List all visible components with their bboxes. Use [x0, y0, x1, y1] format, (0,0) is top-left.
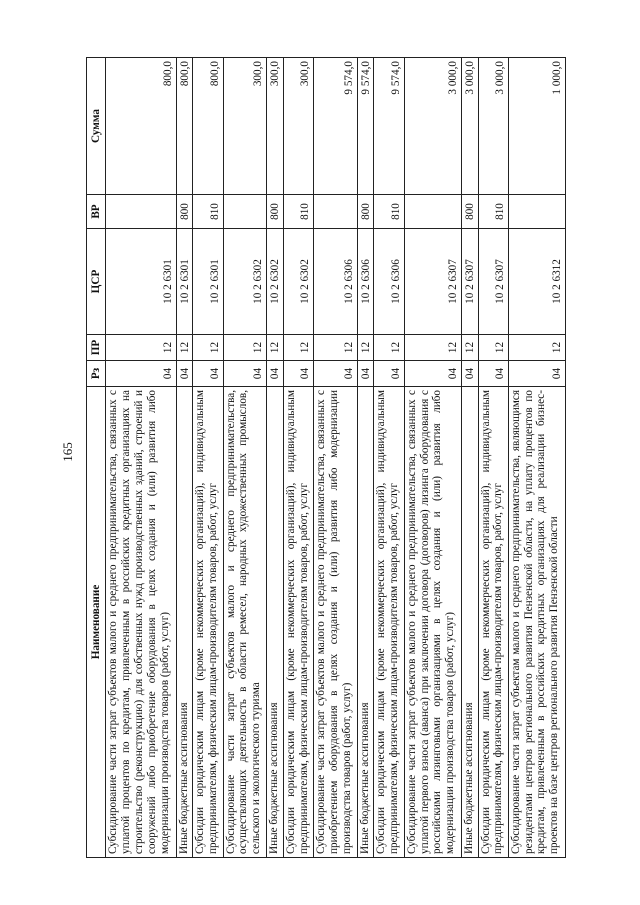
- row-csr: 10 2 6301: [176, 229, 193, 335]
- row-sum: 9 574,0: [357, 58, 374, 195]
- row-pr: 12: [106, 335, 177, 361]
- header-vr: ВР: [87, 195, 106, 229]
- row-csr: 10 2 6312: [508, 229, 565, 335]
- row-vr: 810: [374, 195, 404, 229]
- row-vr: [508, 195, 565, 229]
- row-name: Субсидирование части затрат субъектов малого и среднего предпринимательства, связанных с уплатой первого взноса (аванса) при заключении договора (договоров) лизинга оборудования с российскими лизинговыми организациями в целях создания и (или) развития либо модернизации производства товаров (работ, услуг): [404, 387, 461, 858]
- row-pr: 12: [461, 335, 478, 361]
- row-sum: 800,0: [176, 58, 193, 195]
- row-rz: 04: [176, 361, 193, 387]
- row-vr: 810: [478, 195, 508, 229]
- row-sum: 800,0: [193, 58, 223, 195]
- row-sum: 3 000,0: [478, 58, 508, 195]
- row-vr: 810: [193, 195, 223, 229]
- table-row: [267, 58, 284, 858]
- table-row: [106, 58, 177, 858]
- row-name: Субсидии юридическим лицам (кроме некоммерческих организаций), индивидуальным предпринимателям, физическим лицам-производителям товаров, работ, услуг: [283, 387, 313, 858]
- row-rz: 04: [283, 361, 313, 387]
- row-vr: 810: [283, 195, 313, 229]
- row-csr: 10 2 6306: [357, 229, 374, 335]
- row-rz: 04: [461, 361, 478, 387]
- row-vr: 800: [176, 195, 193, 229]
- row-name: Субсидирование части затрат субъектов малого и среднего предпринимательства, связанных с уплатой процентов по кредитам, привлеченным в российских кредитных организациях на строительство (реконструкцию) для собственных нужд производственных зданий, строений и сооружений либо приобретение оборудования в целях создания и (или) развития либо модернизации производства товаров (работ, услуг): [106, 387, 177, 858]
- row-pr: 12: [314, 335, 358, 361]
- row-csr: 10 2 6301: [106, 229, 177, 335]
- row-pr: 12: [478, 335, 508, 361]
- row-name: Субсидии юридическим лицам (кроме некоммерческих организаций), индивидуальным предпринимателям, физическим лицам-производителям товаров, работ, услуг: [478, 387, 508, 858]
- table-header-row: [87, 58, 106, 858]
- row-rz: 04: [267, 361, 284, 387]
- row-sum: 300,0: [267, 58, 284, 195]
- row-sum: 3 000,0: [461, 58, 478, 195]
- table-row: [461, 58, 478, 858]
- table-row: [223, 58, 267, 858]
- row-csr: 10 2 6306: [314, 229, 358, 335]
- page-number: 165: [60, 442, 75, 462]
- row-vr: [106, 195, 177, 229]
- row-rz: 04: [106, 361, 177, 387]
- row-name: Иные бюджетные ассигнования: [176, 387, 193, 858]
- table-row: [357, 58, 374, 858]
- header-name: Наименование: [87, 387, 106, 858]
- row-name: Субсидии юридическим лицам (кроме некоммерческих организаций), индивидуальным предпринимателям, физическим лицам-производителям товаров, работ, услуг: [193, 387, 223, 858]
- table-row: [176, 58, 193, 858]
- row-pr: 12: [267, 335, 284, 361]
- header-sum: Сумма: [87, 58, 106, 195]
- row-sum: 9 574,0: [374, 58, 404, 195]
- row-vr: [404, 195, 461, 229]
- row-csr: 10 2 6302: [267, 229, 284, 335]
- header-rz: Рз: [87, 361, 106, 387]
- row-rz: 04: [374, 361, 404, 387]
- row-csr: 10 2 6306: [374, 229, 404, 335]
- table-row: [478, 58, 508, 858]
- row-pr: 12: [374, 335, 404, 361]
- row-sum: 300,0: [223, 58, 267, 195]
- row-rz: 04: [404, 361, 461, 387]
- row-csr: 10 2 6307: [404, 229, 461, 335]
- row-csr: 10 2 6302: [223, 229, 267, 335]
- table-row: [374, 58, 404, 858]
- row-pr: 12: [193, 335, 223, 361]
- row-name: Субсидирование части затрат субъектам малого и среднего предпринимательства, являющимся резидентами центров регионального развития Пензенской области, на уплату процентов по кредитам, привлеченным в российских кредитных организациях для реализации бизнес-проектов на базе центров регионального развития Пензенской области: [508, 387, 565, 858]
- row-name: Субсидии юридическим лицам (кроме некоммерческих организаций), индивидуальным предпринимателям, физическим лицам-производителям товаров, работ, услуг: [374, 387, 404, 858]
- row-sum: 800,0: [106, 58, 177, 195]
- row-pr: 12: [357, 335, 374, 361]
- row-sum: 1 000,0: [508, 58, 565, 195]
- row-rz: 04: [193, 361, 223, 387]
- row-pr: 12: [404, 335, 461, 361]
- row-vr: [223, 195, 267, 229]
- row-rz: 04: [357, 361, 374, 387]
- row-csr: 10 2 6307: [461, 229, 478, 335]
- row-sum: 300,0: [283, 58, 313, 195]
- row-rz: 04: [478, 361, 508, 387]
- row-name: Субсидирование части затрат субъектов малого и среднего предпринимательства, связанных с приобретением оборудования в целях создания и (или) развития либо модернизации производства товаров (работ, услуг): [314, 387, 358, 858]
- row-name: Иные бюджетные ассигнования: [267, 387, 284, 858]
- header-pr: ПР: [87, 335, 106, 361]
- row-csr: 10 2 6302: [283, 229, 313, 335]
- row-csr: 10 2 6307: [478, 229, 508, 335]
- budget-table: [86, 57, 566, 858]
- table-row: [404, 58, 461, 858]
- row-sum: 9 574,0: [314, 58, 358, 195]
- row-vr: 800: [267, 195, 284, 229]
- row-rz: 04: [508, 361, 565, 387]
- row-pr: 12: [176, 335, 193, 361]
- row-rz: 04: [314, 361, 358, 387]
- rotated-table-wrapper: [86, 58, 566, 858]
- row-name: Иные бюджетные ассигнования: [357, 387, 374, 858]
- row-pr: 12: [508, 335, 565, 361]
- row-pr: 12: [283, 335, 313, 361]
- row-pr: 12: [223, 335, 267, 361]
- row-csr: 10 2 6301: [193, 229, 223, 335]
- table-row: [508, 58, 565, 858]
- table-row: [283, 58, 313, 858]
- row-vr: [314, 195, 358, 229]
- header-csr: ЦСР: [87, 229, 106, 335]
- row-name: Субсидирование части затрат субъектов малого и среднего предпринимательства, осуществляющих деятельность в области ремесел, народных художественных промыслов, сельского и экологического туризма: [223, 387, 267, 858]
- row-rz: 04: [223, 361, 267, 387]
- row-name: Иные бюджетные ассигнования: [461, 387, 478, 858]
- row-vr: 800: [357, 195, 374, 229]
- row-vr: 800: [461, 195, 478, 229]
- table-row: [314, 58, 358, 858]
- row-sum: 3 000,0: [404, 58, 461, 195]
- table-row: [193, 58, 223, 858]
